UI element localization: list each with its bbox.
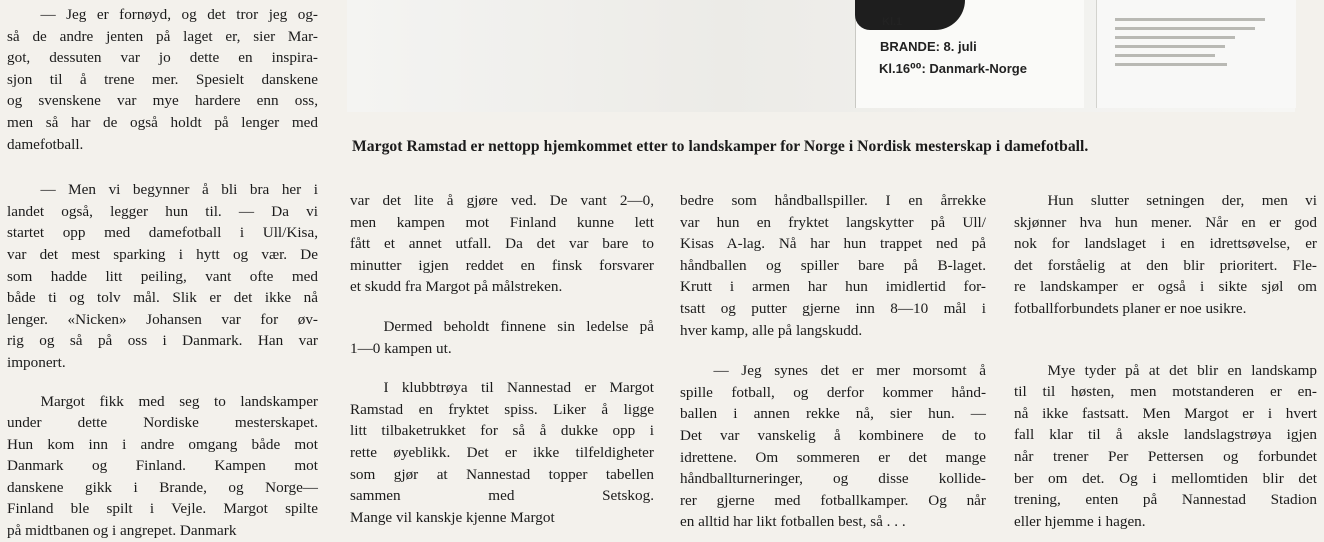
- paragraph-gap: [1014, 320, 1317, 360]
- text-line: nå ikke fastsatt. Men Margot er i hvert: [1014, 404, 1317, 422]
- text-line: så de andre jenten på laget er, sier Mar-: [7, 27, 318, 45]
- text-line: re landskamper er også i sikte sjøl om: [1014, 278, 1317, 296]
- text-line: på midtbanen og i angrepet. Danmark: [7, 522, 237, 540]
- article-column-1: [7, 4, 318, 542]
- text-line: fotballforbundets planer er noe usikre.: [1014, 299, 1247, 317]
- text-line: spille fotball, og derfor kommer hånd-: [680, 383, 986, 401]
- text-line: damefotball.: [7, 135, 84, 153]
- article-paragraph: [680, 190, 986, 341]
- photo-sign-line-3: Kl.16⁰⁰: Danmark-Norge: [879, 61, 1027, 76]
- article-column-2: [350, 190, 654, 528]
- paragraph-gap: [7, 374, 318, 391]
- text-line: ber om det. Og i mellomtiden blir det: [1014, 469, 1317, 487]
- text-line: var det lite å gjøre ved. De vant 2—0,: [350, 192, 654, 209]
- article-paragraph: [680, 360, 986, 533]
- text-line: rer gjerne med fotballkamper. Og når: [680, 491, 986, 509]
- text-line: fall klar til å aksle landslagstrøya igjen: [1014, 426, 1317, 444]
- text-line: men kampen mot Finland kunne lett: [350, 213, 654, 231]
- text-line: Hun kom inn i andre omgang både mot: [7, 435, 318, 453]
- text-line: trening, enten på Nannestad Stadion: [1014, 491, 1317, 509]
- article-column-4: [1014, 190, 1317, 532]
- text-line: rig og så på oss i Danmark. Han var: [7, 332, 318, 350]
- photo-schedule-card: [1096, 0, 1296, 108]
- article-paragraph: [350, 316, 654, 359]
- article-column-3: [680, 190, 986, 533]
- paragraph-gap: [350, 359, 654, 377]
- text-line: Ramstad en fryktet spiss. Liker å ligge: [350, 400, 654, 418]
- text-line: minutter igjen reddet en finsk forsvarer: [350, 256, 654, 274]
- article-paragraph: [1014, 360, 1317, 533]
- text-line: Krutt i armen har hun imidlertid for-: [680, 278, 986, 296]
- article-paragraph: [350, 190, 654, 298]
- text-line: tsatt og putter gjerne inn 8—10 mål i: [680, 299, 986, 317]
- photo-caption: Margot Ramstad er nettopp hjemkommet etter to landskamper for Norge i Nordisk mesterskap i damefotball.: [352, 138, 1089, 155]
- text-line: got, dessuten var jo dette en inspira-: [7, 49, 318, 67]
- text-line: danskene gikk i Brande, og Norge—: [7, 478, 318, 496]
- text-line: Kisas A-lag. Nå har hun trappet ned på: [680, 235, 986, 253]
- article-paragraph: [1014, 190, 1317, 320]
- text-line: Det var vanskelig å kombinere de to: [680, 426, 986, 444]
- text-line: 1—0 kampen ut.: [350, 339, 452, 357]
- text-line: landet også, legger hun til. — Da vi: [7, 202, 318, 220]
- text-line: var det mest sparking i hytt og vær. De: [7, 245, 318, 263]
- text-line: håndballen og spiller bare på B-laget.: [680, 256, 986, 274]
- text-line: det forståelig at den blir prioritert. Fle-: [1014, 256, 1317, 274]
- text-line: når trener Per Pettersen og forbundet: [1014, 447, 1317, 465]
- text-line: startet opp med damefotball i Ull/Kisa,: [7, 224, 318, 242]
- text-line: hver kamp, alle på langskudd.: [680, 321, 863, 339]
- text-line: eller hjemme i hagen.: [1014, 512, 1146, 530]
- text-line: Margot fikk med seg to landskamper: [40, 392, 318, 410]
- text-line: lenger. «Nicken» Johansen var for øv-: [7, 310, 318, 328]
- text-line: et skudd fra Margot på målstreken.: [350, 278, 563, 296]
- text-line: under dette Nordiske mesterskapet.: [7, 414, 318, 432]
- text-line: bedre som håndballspiller. I en årrekke: [680, 192, 986, 209]
- text-line: Mange vil kanskje kjenne Margot: [350, 508, 555, 526]
- text-line: nok for landslaget i en idrettsøvelse, er: [1014, 235, 1317, 253]
- article-paragraph: [7, 391, 318, 542]
- text-line: og svenskene var mye hardere enn oss,: [7, 92, 318, 110]
- article-paragraph: [7, 179, 318, 373]
- text-line: fått et annet utfall. Da det var bare to: [350, 235, 654, 253]
- article-paragraph: [350, 377, 654, 528]
- text-line: Mye tyder på at det blir en landskamp: [1047, 361, 1317, 379]
- text-line: imponert.: [7, 353, 66, 371]
- text-line: idrettene. Om sommeren er det mange: [680, 448, 986, 466]
- text-line: Hun slutter setningen der, men vi: [1047, 192, 1317, 209]
- text-line: — Men vi begynner å bli bra her i: [40, 181, 318, 199]
- text-line: Dermed beholdt finnene sin ledelse på: [383, 317, 654, 335]
- photo-sign-line-1: Kl.1: [882, 16, 903, 28]
- text-line: rette øyeblikk. Det er ikke tilfeldigheter: [350, 443, 654, 461]
- text-line: — Jeg er fornøyd, og det tror jeg og-: [40, 6, 318, 23]
- paragraph-gap: [350, 298, 654, 316]
- text-line: til til høsten, men motstanderen er en-: [1014, 383, 1317, 401]
- text-line: Danmark og Finland. Kampen mot: [7, 457, 318, 475]
- text-line: en alltid har likt fotballen best, så . . .: [680, 513, 906, 531]
- article-paragraph: [7, 4, 318, 155]
- text-line: — Jeg synes det er mer morsomt å: [713, 362, 986, 380]
- text-line: Finland ble spilt i Vejle. Margot spilte: [7, 500, 318, 518]
- text-line: som hadde litt peiling, vant ofte med: [7, 267, 318, 285]
- text-line: I klubbtrøya til Nannestad er Margot: [383, 379, 654, 397]
- text-line: litt tilbaketrukket for så å dukke opp i: [350, 422, 654, 440]
- text-line: sjon til å trene mer. Spesielt danskene: [7, 70, 318, 88]
- text-line: både ti og tolv mål. Slik er det ikke nå: [7, 289, 318, 307]
- text-line: sammen med Setskog.: [350, 487, 654, 505]
- text-line: ballen i annen rekke nå, sier hun. —: [680, 405, 986, 423]
- photo-dark-object: [855, 0, 965, 30]
- text-line: som gjør at Nannestad topper tabellen: [350, 465, 654, 483]
- text-line: skjønner hva hun mener. Når en er god: [1014, 213, 1317, 231]
- text-line: men så har de også holdt på lenger med: [7, 113, 318, 131]
- paragraph-gap: [7, 155, 318, 179]
- paragraph-gap: [680, 341, 986, 360]
- text-line: håndballturneringer, og disse kollide-: [680, 470, 986, 488]
- text-line: var hun en fryktet langskytter på Ull/: [680, 213, 986, 231]
- photo-sign-line-2: BRANDE: 8. juli: [880, 39, 977, 54]
